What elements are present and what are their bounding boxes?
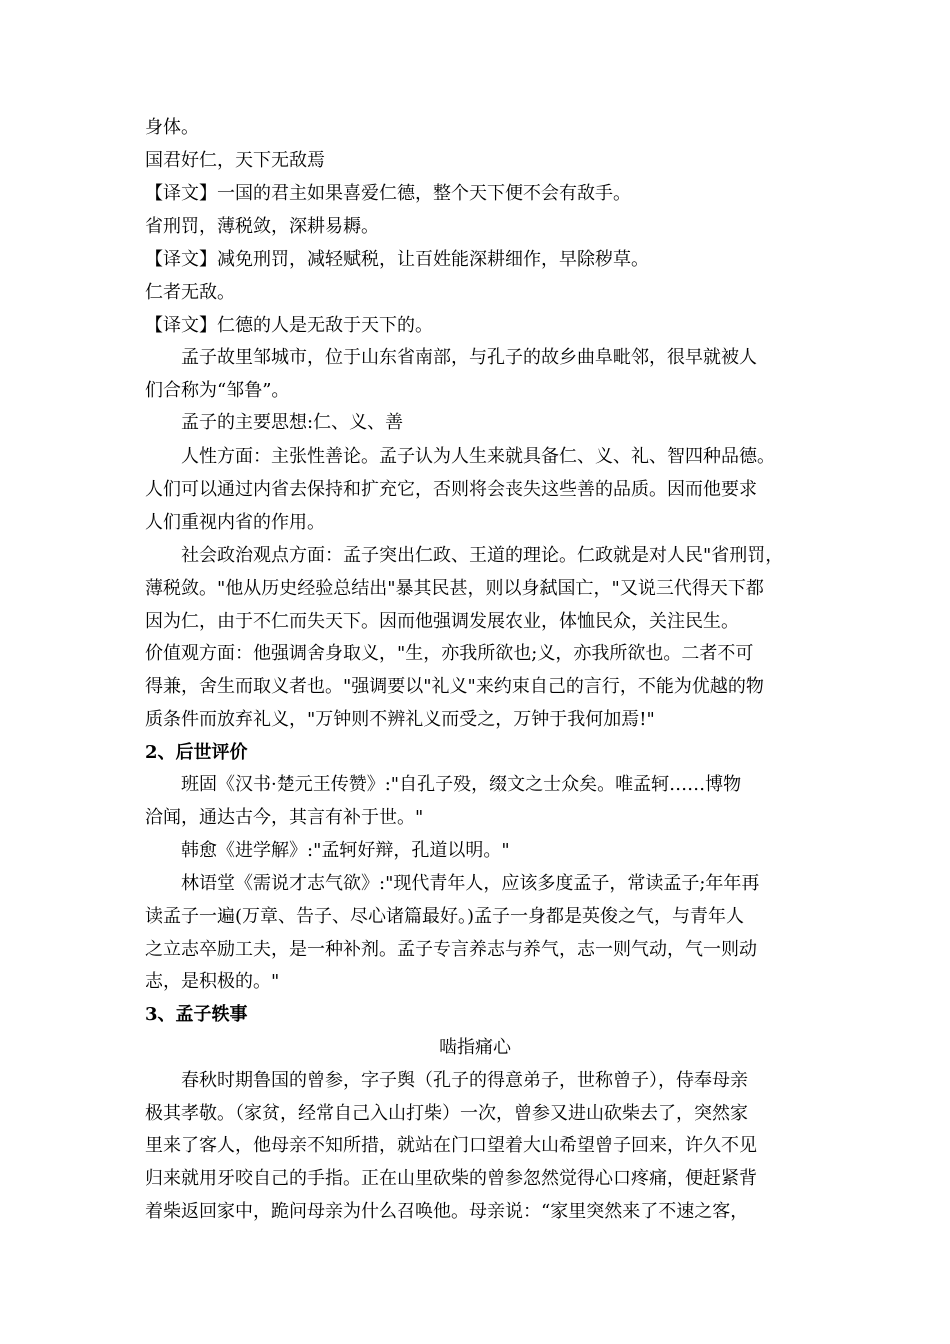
- text-line: 极其孝敬。（家贫，经常自己入山打柴）一次，曾参又进山砍柴去了，突然家: [145, 1103, 748, 1124]
- text-line: 班固《汉书·楚元王传赞》:"自孔子殁，缀文之士众矣。唯孟轲……博物: [181, 774, 742, 795]
- text-line: 人们重视内省的作用。: [145, 512, 325, 533]
- text-line: 春秋时期鲁国的曾参，字子舆（孔子的得意弟子，世称曾子），侍奉母亲: [181, 1070, 748, 1091]
- text-line: 孟子故里邹城市，位于山东省南部，与孔子的故乡曲阜毗邻，很早就被人: [181, 347, 757, 368]
- text-line: 省刑罚，薄税敛，深耕易耨。: [145, 216, 379, 237]
- text-line: 质条件而放弃礼义，"万钟则不辨礼义而受之，万钟于我何加焉!": [145, 709, 655, 730]
- text-line: 社会政治观点方面：孟子突出仁政、王道的理论。仁政就是对人民"省刑罚，: [181, 545, 784, 566]
- section-heading: 2、后世评价: [145, 742, 248, 763]
- text-line: 志，是积极的。": [145, 971, 280, 992]
- text-line: 【译文】一国的君主如果喜爱仁德，整个天下便不会有敌手。: [145, 183, 631, 204]
- text-line: 里来了客人，他母亲不知所措，就站在门口望着大山希望曾子回来，许久不见: [145, 1135, 757, 1156]
- text-line: 人们可以通过内省去保持和扩充它，否则将会丧失这些善的品质。因而他要求: [145, 479, 757, 500]
- text-line: 【译文】减免刑罚，减轻赋税，让百姓能深耕细作，早除秽草。: [145, 249, 649, 270]
- story-title: 啮指痛心: [439, 1037, 511, 1058]
- text-line: 身体。: [145, 117, 199, 138]
- text-line: 因为仁，由于不仁而失天下。因而他强调发展农业，体恤民众，关注民生。: [145, 611, 739, 632]
- text-line: 孟子的主要思想:仁、义、善: [181, 412, 404, 433]
- text-line: 韩愈《进学解》:"孟轲好辩，孔道以明。": [181, 840, 510, 861]
- text-line: 归来就用牙咬自己的手指。正在山里砍柴的曾参忽然觉得心口疼痛，便赶紧背: [145, 1168, 757, 1189]
- text-line: 之立志卒励工夫，是一种补剂。孟子专言养志与养气，志一则气动，气一则动: [145, 939, 757, 960]
- text-line: 洽闻，通达古今，其言有补于世。": [145, 807, 424, 828]
- text-line: 国君好仁，天下无敌焉: [145, 150, 325, 171]
- text-line: 着柴返回家中，跪问母亲为什么召唤他。母亲说：“家里突然来了不速之客，: [145, 1201, 749, 1222]
- text-line: 读孟子一遍(万章、告子、尽心诸篇最好。)孟子一身都是英俊之气，与青年人: [145, 906, 745, 927]
- text-line: 得兼，舍生而取义者也。"强调要以"礼义"来约束自己的言行，不能为优越的物: [145, 676, 764, 697]
- text-line: 人性方面：主张性善论。孟子认为人生来就具备仁、义、礼、智四种品德。: [181, 446, 775, 467]
- text-line: 薄税敛。"他从历史经验总结出"暴其民甚，则以身弑国亡，"又说三代得天下都: [145, 578, 764, 599]
- text-line: 仁者无敌。: [145, 282, 235, 303]
- text-line: 价值观方面：他强调舍身取义，"生，亦我所欲也;义，亦我所欲也。二者不可: [145, 643, 754, 664]
- text-line: 们合称为“邹鲁”。: [145, 380, 290, 401]
- section-heading: 3、孟子轶事: [145, 1004, 248, 1025]
- text-line: 林语堂《需说才志气欲》:"现代青年人，应该多度孟子，常读孟子;年年再: [181, 873, 760, 894]
- text-line: 【译文】仁德的人是无敌于天下的。: [145, 315, 433, 336]
